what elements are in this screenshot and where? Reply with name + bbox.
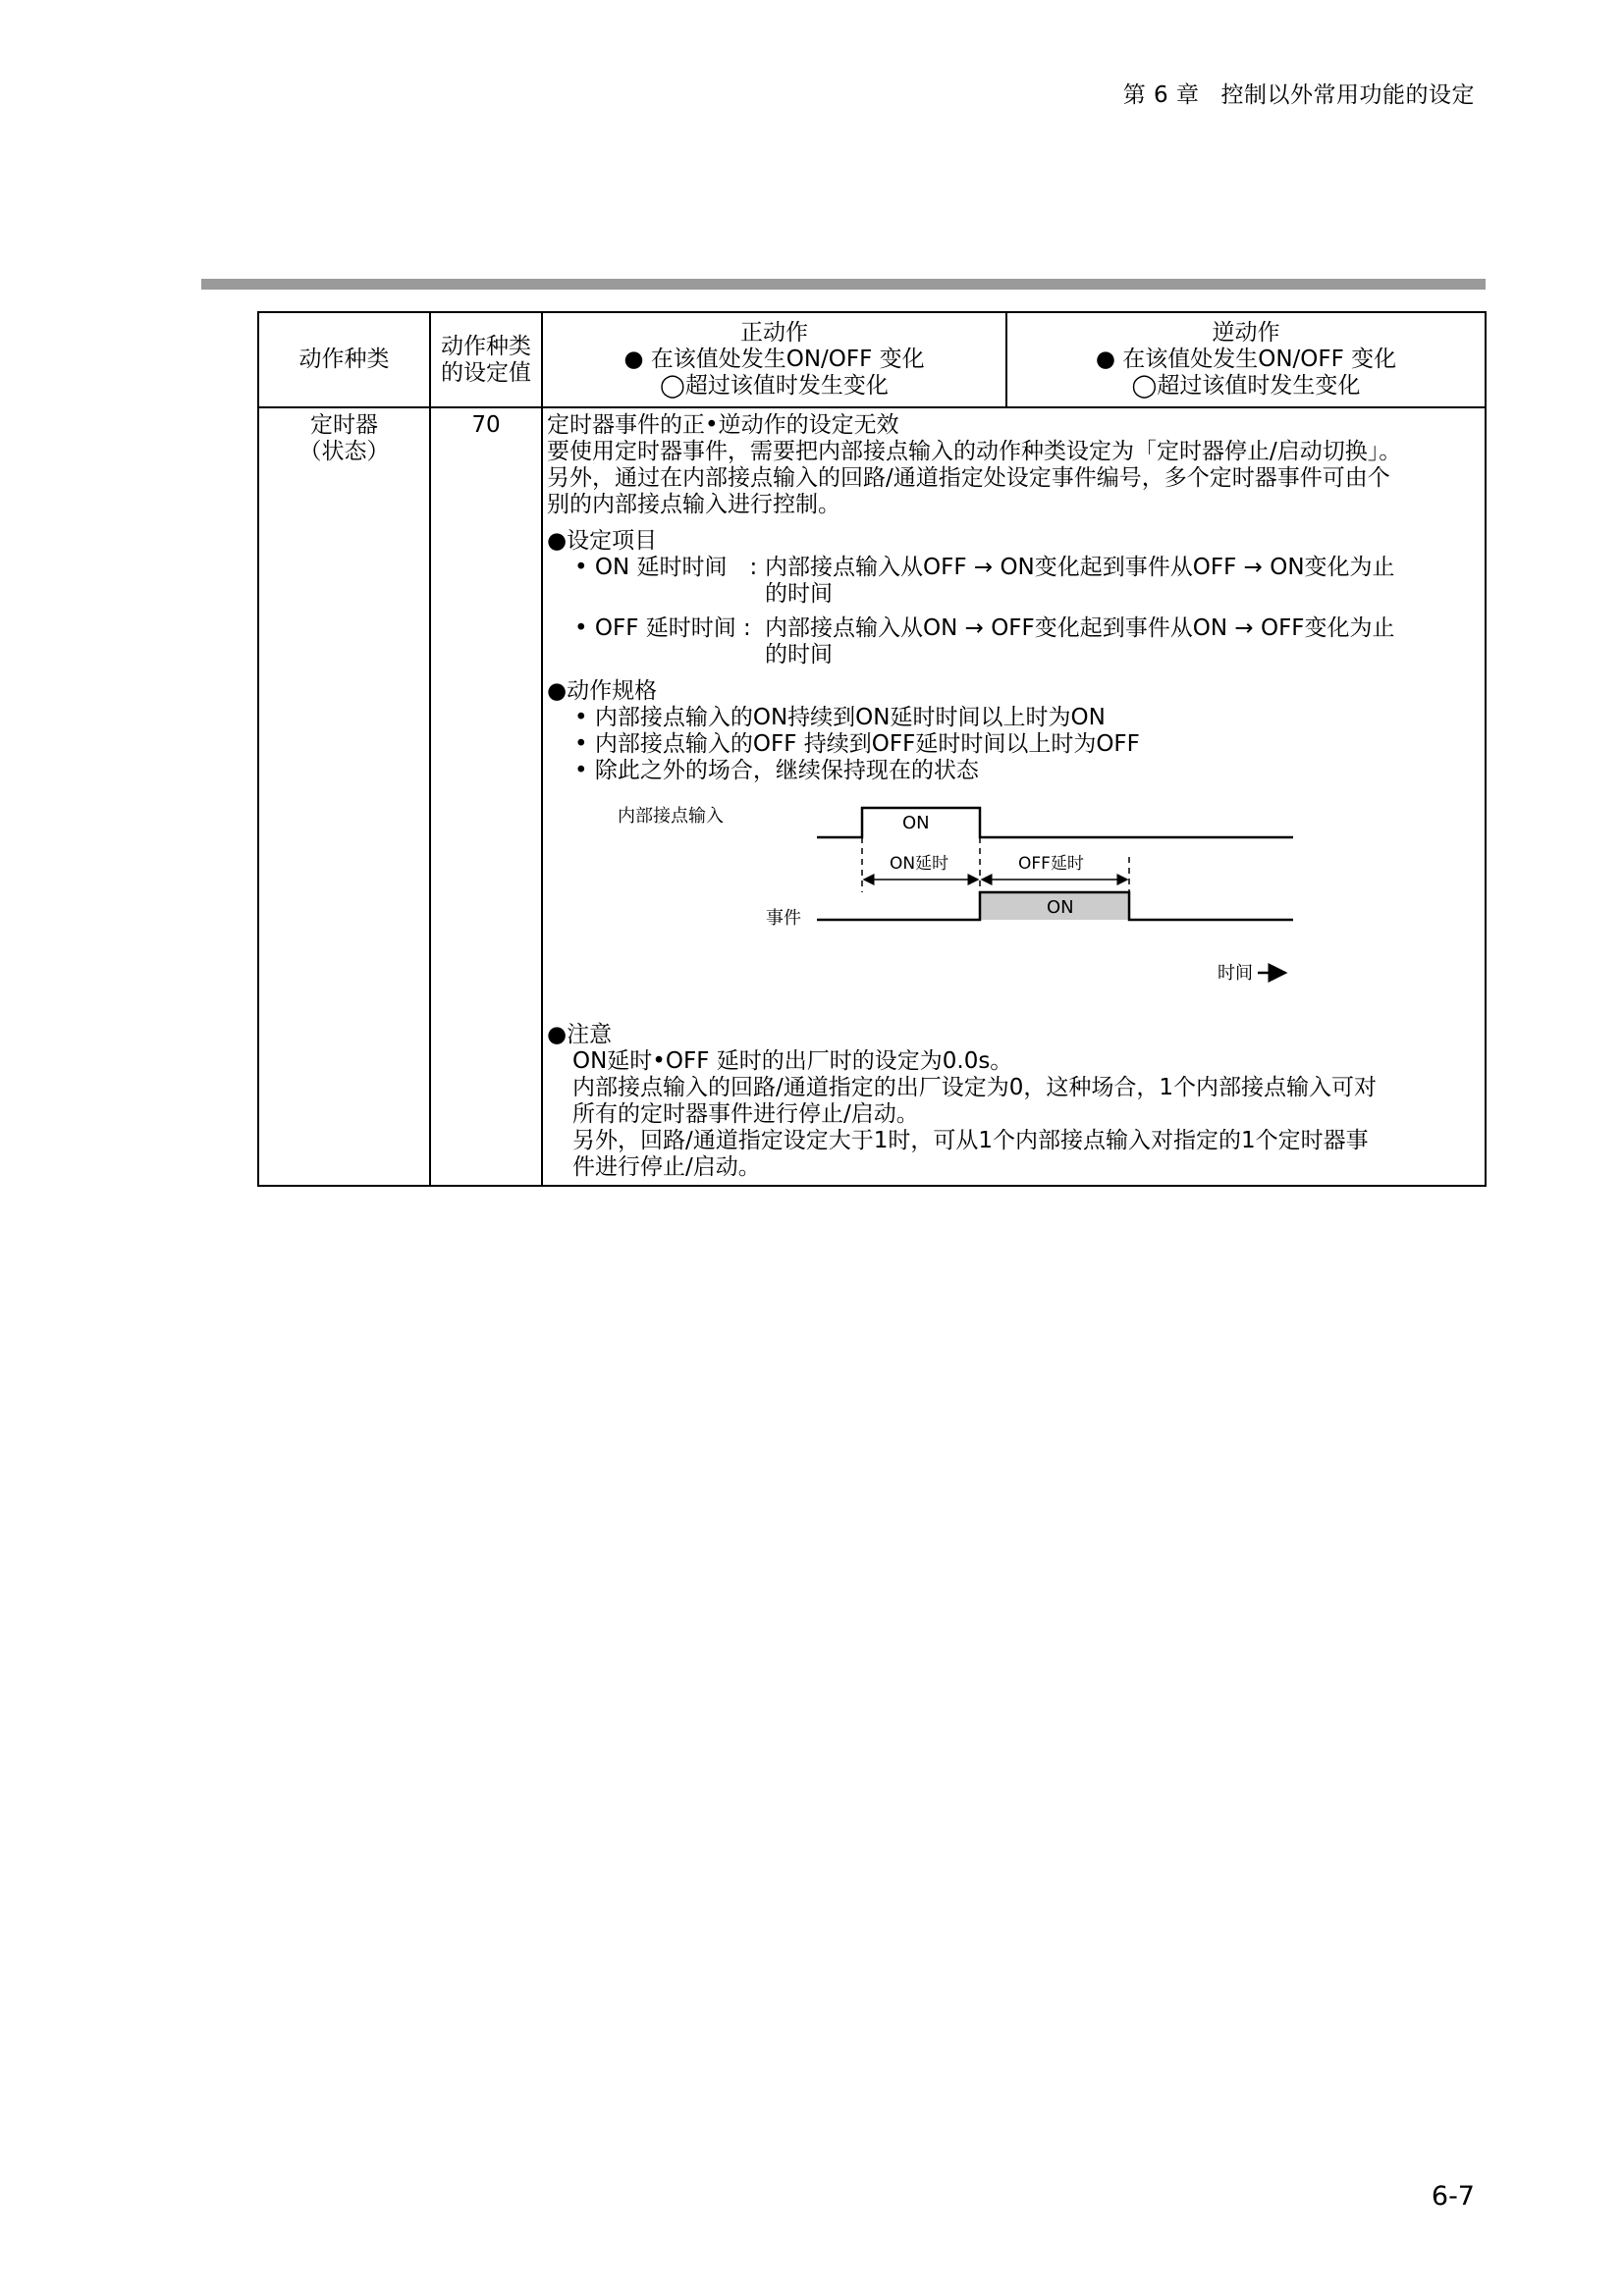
note-section [547,1022,1479,1181]
setting-text-line: 内部接点输入从OFF → ON变化起到事件从OFF → ON变化为止 [765,555,1395,580]
forward-line2: ◯超过该值时发生变化 [660,373,889,399]
spec-item: • 内部接点输入的ON持续到ON延时时间以上时为ON [574,705,1106,730]
note-body [547,1048,1479,1181]
cell-description [542,407,1486,1186]
forward-line1: ● 在该值处发生ON/OFF 变化 [623,347,925,372]
input-signal-label: 内部接点输入 [618,806,724,827]
setting-text [765,555,1462,608]
intro-line: 定时器事件的正•逆动作的设定无效 [547,412,899,438]
settings-section [547,528,1479,668]
table-header-row [258,312,1486,407]
reverse-line2: ◯超过该值时发生变化 [1131,373,1361,399]
time-label: 时间 [1218,963,1253,984]
header-rule [201,279,1486,290]
spec-item: • 内部接点输入的OFF 持续到OFF延时时间以上时为OFF [574,731,1140,757]
note-line: 另外，回路/通道指定设定大于1时，可从1个内部接点输入对指定的1个定时器事 [572,1128,1369,1153]
intro-line: 要使用定时器事件，需要把内部接点输入的动作种类设定为「定时器停止/启动切换」。 [547,439,1402,464]
timing-diagram [547,798,1293,1004]
intro-line: 另外，通过在内部接点输入的回路/通道指定处设定事件编号，多个定时器事件可由个 [547,465,1390,491]
setting-text [765,615,1462,668]
event-on-label: ON [1047,897,1074,918]
header-action-type-text: 动作种类 [298,347,390,372]
action-type-table [257,311,1487,1187]
setting-text-line: 的时间 [765,642,833,667]
header-setting-value [430,312,542,407]
setting-item-off-delay [547,615,1479,668]
cell-setting-value [430,407,542,1186]
type-line2: （状态） [298,439,390,464]
note-line: 所有的定时器事件进行停止/启动。 [572,1101,919,1127]
off-delay-label: OFF延时 [1018,854,1084,874]
note-line: 件进行停止/启动。 [572,1154,761,1180]
setting-item-on-delay [547,555,1479,608]
note-line: 内部接点输入的回路/通道指定的出厂设定为0，这种场合，1个内部接点输入可对 [572,1075,1378,1100]
table-row [258,407,1486,1186]
reverse-line1: ● 在该值处发生ON/OFF 变化 [1095,347,1397,372]
chapter-title: 控制以外常用功能的设定 [1220,82,1475,108]
input-signal-waveform [817,808,1293,837]
header-setting-line1: 动作种类 [441,333,531,359]
setting-label: • ON 延时时间 : [574,555,758,580]
header-reverse-action [1006,312,1486,407]
input-on-label: ON [902,813,930,833]
reverse-title: 逆动作 [1212,320,1280,346]
forward-title: 正动作 [740,320,808,346]
on-delay-label: ON延时 [890,854,949,874]
setting-text-line: 内部接点输入从ON → OFF变化起到事件从ON → OFF变化为止 [765,615,1395,641]
page-number: 6-7 [1431,2181,1475,2212]
setting-value: 70 [471,412,501,438]
type-line1: 定时器 [310,412,378,438]
intro-line: 别的内部接点输入进行控制。 [547,492,840,517]
cell-action-type [258,407,430,1186]
spec-title: ●动作规格 [547,678,658,704]
chapter-header [1123,77,1475,109]
spec-section [547,678,1479,784]
note-title: ●注意 [547,1022,613,1047]
timing-diagram-svg [547,798,1293,1004]
chapter-number: 第 6 章 [1122,82,1200,108]
setting-label: • OFF 延时时间 : [574,615,751,641]
spec-item: • 除此之外的场合，继续保持现在的状态 [574,758,979,783]
header-setting-line2: 的设定值 [441,359,531,386]
setting-text-line: 的时间 [765,581,833,607]
note-line: ON延时•OFF 延时的出厂时的设定为0.0s。 [572,1048,1013,1074]
header-forward-action [542,312,1006,407]
header-action-type [258,312,430,407]
event-signal-label: 事件 [766,908,801,929]
settings-title: ●设定项目 [547,528,658,554]
